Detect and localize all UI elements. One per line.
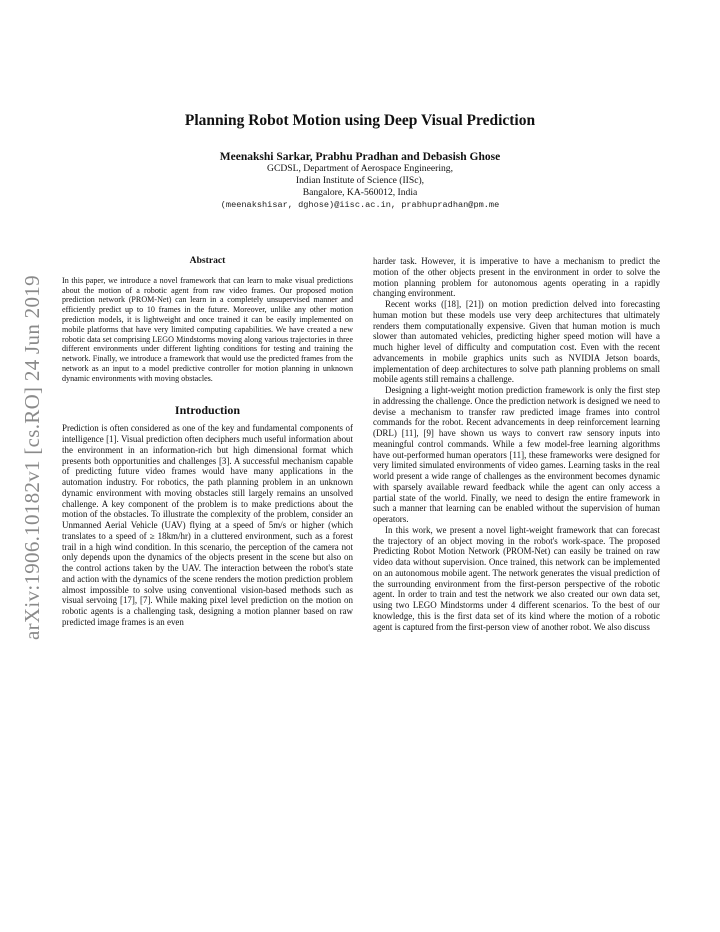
introduction-paragraph-2: Recent works ([18], [21]) on motion prediction delved into forecasting human motion but these models use very deep architectures that ultimately renders them computationally expensive. Given that human motion is much slower than automated vehicles, predicting higher speed motion will have a much higher level of difficulty and computation cost. Even with the recent advancements in mobile graphics units such as NVIDIA Jetson boards, implementation of deep architectures to solve path planning problems on small mobile agents still remains a challenge. [373, 299, 660, 385]
left-column [62, 256, 353, 628]
introduction-paragraph-continued: harder task. However, it is imperative to have a mechanism to predict the motion of the other objects present in the environment in order to solve the motion planning problem for autonomous agents operating in a rapidly changing environment. [373, 256, 660, 299]
introduction-heading: Introduction [174, 402, 241, 417]
abstract-text: In this paper, we introduce a novel framework that can learn to make visual predictions about the motion of a robotic agent from raw video frames. Our proposed motion prediction network (PROM-Net) can learn in a completely unsupervised manner and efficiently predict up to 10 frames in the future. Moreover, unlike any other motion prediction models, it is lightweight and once trained it can be easily implemented on mobile platforms that have very limited computing capabilities. We have created a new robotic data set comprising LEGO Mindstorms moving along various trajectories in three different environments under different lighting conditions for testing and training the network. Finally, we introduce a framework that would use the predicted frames from the network as an input to a model predictive controller for motion planning in unknown dynamic environments with moving obstacles. [62, 275, 353, 383]
affiliation-line-1: GCDSL, Department of Aerospace Engineering, [267, 163, 453, 174]
affiliation-line-3: Bangalore, KA-560012, India [302, 187, 418, 198]
paper-header [0, 112, 720, 212]
author-list: Meenakshi Sarkar, Prabhu Pradhan and Debasish Ghose [219, 151, 501, 163]
abstract-heading: Abstract [189, 255, 226, 266]
author-emails: (meenakshisar, dghose)@iisc.ac.in, prabhupradhan@pm.me [220, 200, 500, 210]
introduction-paragraph-1: Prediction is often considered as one of the key and fundamental components of intelligence [1]. Visual prediction often deciphers much useful information about the environment in an information-rich but high dimensional format which presents both opportunities and challenges [3]. A successful mechanism capable of predicting future video frames would have many applications in the automation industry. For robotics, the path planning problem in an unknown dynamic environment with moving obstacles still largely remains an unsolved challenge. A key component of the problem is to make predictions about the motion of the obstacles. To illustrate the complexity of the problem, consider an Unmanned Aerial Vehicle (UAV) flying at a speed of 5m/s or higher (which translates to a speed of ≥ 18km/hr) in a cluttered environment, such as a forest trail in a high wind condition. In this scenario, the perception of the camera not only depends upon the dynamics of the objects present in the scene but also on the control actions taken by the UAV. The interaction between the robot's state and action with the dynamics of the scene renders the motion prediction problem almost impossible to solve using conventional vision-based methods such as visual servoing [17], [7]. While making pixel level prediction on the motion on robotic agents is a challenging task, designing a motion planner based on raw predicted image frames is an even [62, 423, 353, 627]
introduction-paragraph-4: In this work, we present a novel light-weight framework that can forecast the trajectory of an object moving in the robot's work-space. The proposed Predicting Robot Motion Network (PROM-Net) can easily be trained on raw video data without supervision. Once trained, this network can be implemented on an autonomous mobile agent. The network generates the visual prediction of the surrounding environment from the first-person perspective of the robotic agent. In order to train and test the network we also created our own data set, using two LEGO Mindstorms under 4 different scenarios. To the best of our knowledge, this is the first data set of its kind where the motion of a robotic agent is captured from the first-person view of another robot. We also discuss [373, 524, 660, 632]
introduction-paragraph-3: Designing a light-weight motion prediction framework is only the first step in addressing the challenge. Once the prediction network is designed we need to devise a mechanism to transfer raw predicted image frames into control commands for the robot. Recent advancements in deep reinforcement learning (DRL) [11], [9] have shown us ways to convert raw sensory inputs into meaningful control commands. While a few model-free learning algorithms have out-performed human operators [11], these frameworks were designed for very limited simulated environments of video games. Learning tasks in the real world present a wide range of challenges as the environment becomes dynamic with sparsely available reward feedback while the agent can only access a partial state of the world. Finally, we need to design the entire framework in such a manner that learning can be enabled without the supervision of human operators. [373, 385, 660, 524]
right-column [373, 256, 660, 632]
affiliation-line-2: Indian Institute of Science (IISc), [295, 175, 425, 186]
paper-title: Planning Robot Motion using Deep Visual Prediction [184, 112, 536, 129]
arxiv-identifier-stamp: arXiv:1906.10182v1 [cs.RO] 24 Jun 2019 [20, 275, 44, 640]
